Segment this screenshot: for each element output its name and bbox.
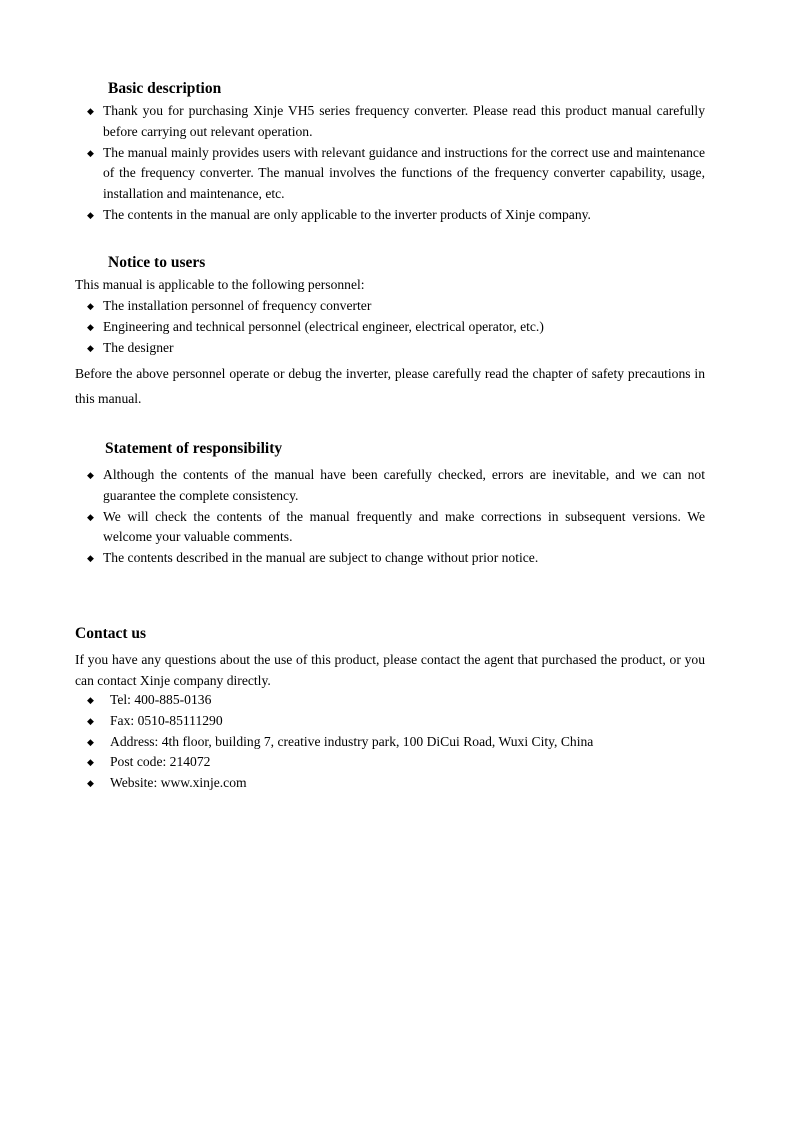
contact-intro-text: If you have any questions about the use of this product, please contact the agent that purchased the product, or you can contact Xinje company directly. <box>75 652 705 688</box>
basic-description-heading: Basic description <box>108 80 222 97</box>
list-item <box>87 296 705 317</box>
contact-us-heading: Contact us <box>75 625 147 642</box>
diamond-bullet-icon: ◆ <box>87 321 94 332</box>
list-item <box>87 143 705 205</box>
diamond-bullet-icon: ◆ <box>87 715 94 726</box>
contact-details-list <box>87 690 705 794</box>
notice-personnel-list <box>87 296 705 358</box>
diamond-bullet-icon: ◆ <box>87 147 94 158</box>
diamond-bullet-icon: ◆ <box>87 470 94 480</box>
list-item-text: Address: 4th floor, building 7, creative industry park, 100 DiCui Road, Wuxi City, China <box>110 733 594 749</box>
contact-post-code <box>87 752 705 773</box>
list-item <box>87 507 705 549</box>
list-item <box>87 317 705 338</box>
diamond-bullet-icon: ◆ <box>87 511 94 522</box>
contact-address <box>87 732 705 753</box>
diamond-bullet-icon: ◆ <box>87 106 94 116</box>
list-item <box>87 465 705 507</box>
list-item <box>87 205 705 226</box>
list-item-text: The contents described in the manual are subject to change without prior notice. <box>103 550 539 566</box>
contact-fax <box>87 711 705 732</box>
statement-of-responsibility-heading: Statement of responsibility <box>105 440 283 457</box>
list-item-text: The manual mainly provides users with relevant guidance and instructions for the correct use and maintenance of the frequency converter. The manual involves the functions of the frequency converter capability, usage, installation and maintenance, etc. <box>103 144 705 202</box>
contact-tel <box>87 690 705 711</box>
list-item-text: We will check the contents of the manual frequently and make corrections in subsequent versions. We welcome your valuable comments. <box>103 508 705 545</box>
list-item-text: Tel: 400-885-0136 <box>110 692 212 707</box>
statement-list <box>87 465 705 569</box>
diamond-bullet-icon: ◆ <box>87 209 94 220</box>
list-item-text: The designer <box>103 339 174 355</box>
notice-intro-text: This manual is applicable to the following personnel: <box>75 277 365 292</box>
notice-outro-text: Before the above personnel operate or debug the inverter, please carefully read the chapter of safety precautions in this manual. <box>75 366 705 406</box>
diamond-bullet-icon: ◆ <box>87 301 94 311</box>
notice-to-users-heading: Notice to users <box>108 254 206 271</box>
diamond-bullet-icon: ◆ <box>87 736 94 747</box>
list-item-text: Although the contents of the manual have been carefully checked, errors are inevitable, and we can not guarantee the complete consistency. <box>103 467 705 503</box>
diamond-bullet-icon: ◆ <box>87 342 94 353</box>
list-item <box>87 101 705 143</box>
list-item-text: Post code: 214072 <box>110 754 211 770</box>
list-item <box>87 338 705 359</box>
diamond-bullet-icon: ◆ <box>87 757 94 768</box>
diamond-bullet-icon: ◆ <box>87 553 94 564</box>
diamond-bullet-icon: ◆ <box>87 778 94 789</box>
diamond-bullet-icon: ◆ <box>87 695 94 705</box>
list-item-text: The contents in the manual are only applicable to the inverter products of Xinje company. <box>103 206 591 222</box>
list-item <box>87 548 705 569</box>
list-item-text: The installation personnel of frequency converter <box>103 298 372 313</box>
list-item-text: Fax: 0510-85111290 <box>110 712 223 728</box>
list-item-text: Website: www.xinje.com <box>110 775 247 791</box>
list-item-text: Thank you for purchasing Xinje VH5 series frequency converter. Please read this product manual carefully before carrying out relevant operation. <box>103 103 705 139</box>
list-item-text: Engineering and technical personnel (electrical engineer, electrical operator, etc.) <box>103 318 544 334</box>
contact-website <box>87 773 705 794</box>
basic-description-list <box>87 101 705 226</box>
